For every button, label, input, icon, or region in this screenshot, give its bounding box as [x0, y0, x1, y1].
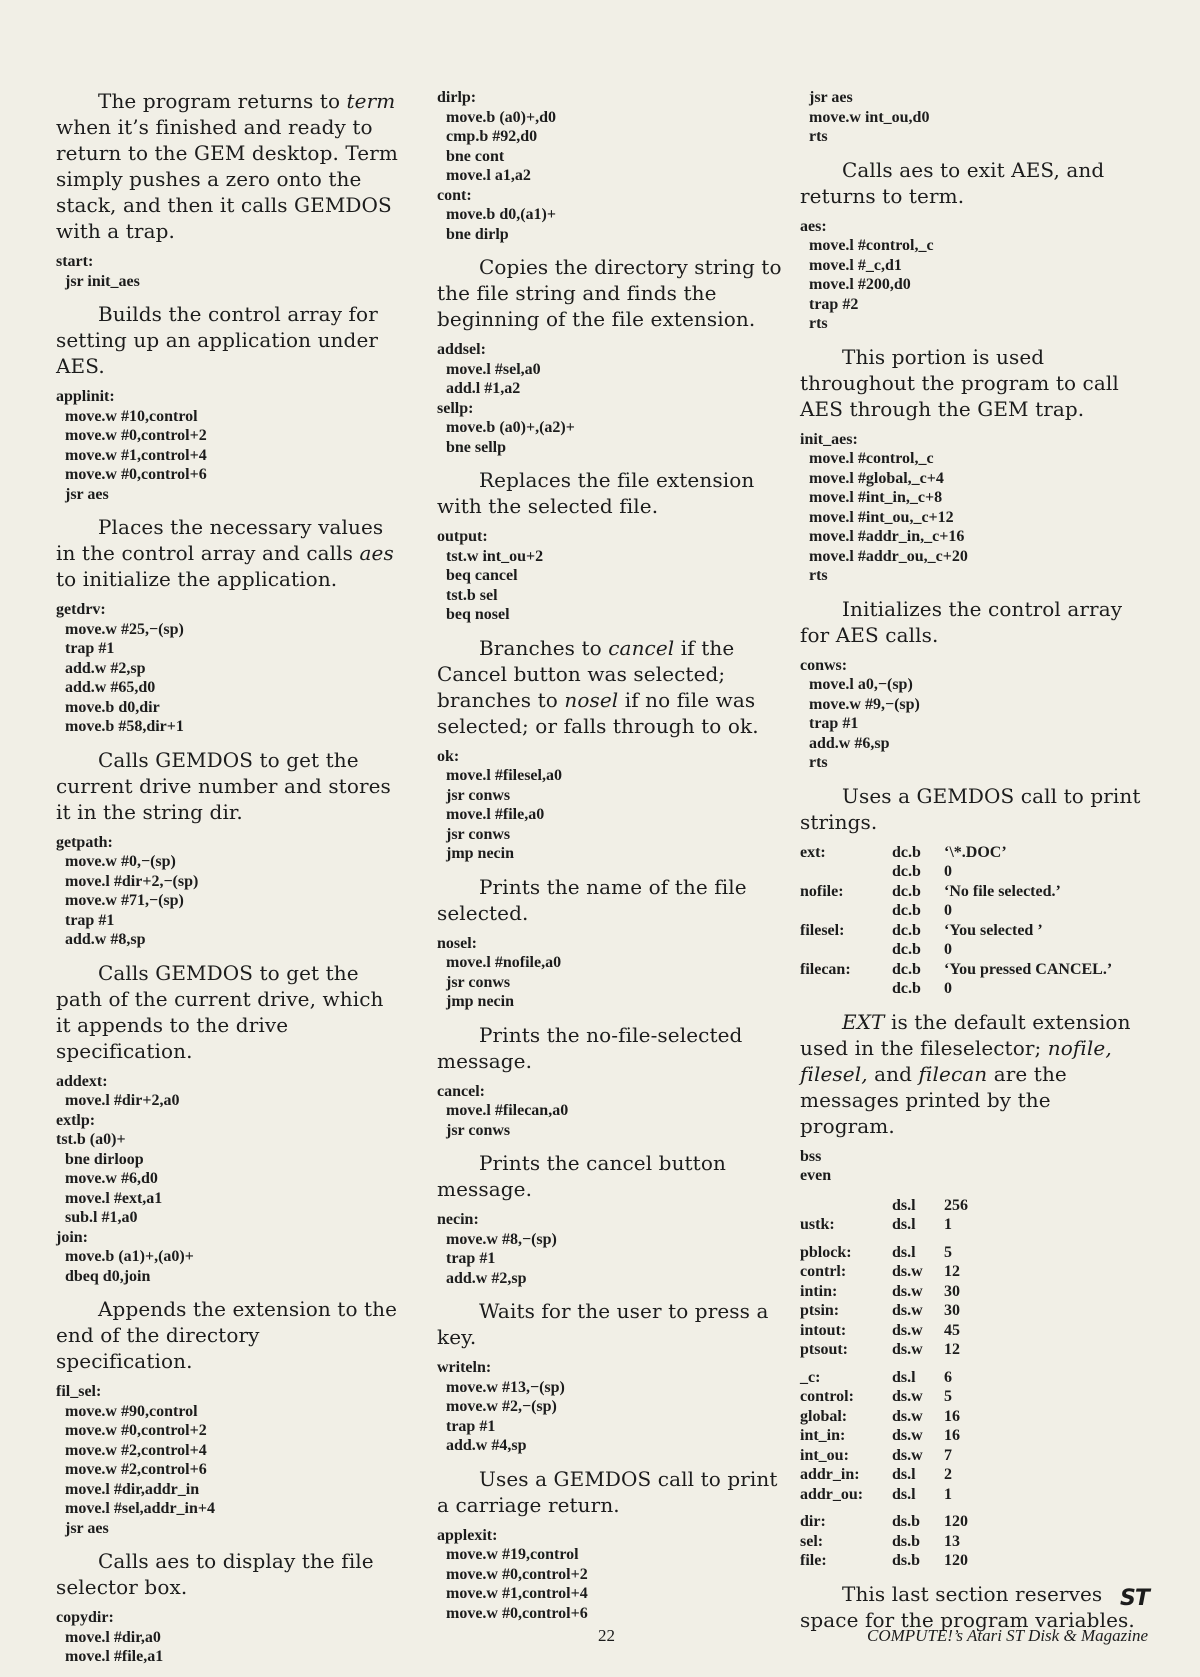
code-line: jsr init_aes: [65, 272, 140, 290]
table-row: [800, 1426, 968, 1446]
prose-paragraph: This portion is used throughout the program to call AES through the GEM trap.: [800, 344, 1119, 421]
declaration-directive: ds.b: [892, 1532, 921, 1550]
code-line: move.w #0,control+2: [65, 1422, 207, 1439]
code-line: jsr conws: [446, 973, 511, 991]
code-line: move.w #0,control+2: [446, 1565, 588, 1583]
prose-paragraph: Prints the cancel button message.: [437, 1151, 726, 1201]
column-left: [56, 88, 401, 1677]
code-line: trap #1: [446, 1250, 496, 1267]
prose-paragraph: Waits for the user to press a key.: [437, 1299, 769, 1349]
code-block: [56, 1072, 401, 1287]
column-right: [800, 88, 1145, 1641]
declaration-value: 5: [944, 1243, 952, 1261]
declaration-label: int_ou:: [800, 1446, 849, 1464]
declaration-value: 0: [944, 863, 952, 880]
code-line: bne sellp: [446, 438, 507, 456]
prose-paragraph: Calls GEMDOS to get the path of the current drive, which it appends to the drive specification.: [56, 960, 384, 1063]
table-row: [800, 1215, 968, 1235]
code-line: sub.l #1,a0: [65, 1209, 138, 1226]
table-row: [800, 1407, 968, 1427]
code-line: move.b (a0)+,d0: [446, 108, 556, 126]
code-line: add.w #8,sp: [65, 931, 146, 948]
code-label: necin:: [437, 1211, 479, 1228]
prose-paragraph: Calls aes to exit AES, and returns to term.: [800, 157, 1105, 208]
code-line: move.w #8,−(sp): [446, 1230, 557, 1248]
table-row: [800, 1387, 968, 1407]
declaration-directive: dc.b: [892, 980, 921, 997]
declaration-label: int_in:: [800, 1427, 846, 1444]
code-line: rts: [809, 128, 828, 145]
code-label: sellp:: [437, 399, 474, 417]
column-middle: [437, 88, 782, 1633]
table-row: [800, 1465, 968, 1485]
code-block: [56, 1382, 401, 1538]
code-line: move.l #control,_c: [809, 237, 934, 254]
code-block: [437, 88, 782, 244]
prose-paragraph: Prints the no-file-selected message.: [437, 1022, 743, 1073]
code-line: jsr aes: [809, 89, 853, 106]
declaration-value: ‘No file selected.’: [944, 882, 1061, 900]
table-row: [800, 960, 1112, 980]
code-line: trap #2: [809, 295, 859, 313]
code-line: move.l #_c,d1: [809, 256, 902, 274]
declaration-label: dir:: [800, 1513, 826, 1530]
table-row: [800, 843, 1112, 863]
code-line: tst.b sel: [446, 586, 498, 604]
code-line: move.l #filesel,a0: [446, 767, 562, 784]
data-declarations-table: [800, 843, 1112, 999]
code-line: move.w #0,control+6: [65, 466, 207, 483]
code-line: move.l #sel,a0: [446, 360, 541, 378]
declaration-value: 1: [944, 1216, 952, 1233]
code-label: getdrv:: [56, 601, 106, 618]
prose-paragraph: Calls GEMDOS to get the current drive number and stores it in the string dir.: [56, 747, 391, 824]
code-line: move.l #dir+2,a0: [65, 1092, 180, 1109]
code-label: writeln:: [437, 1359, 492, 1376]
code-line: move.w #71,−(sp): [65, 892, 184, 909]
code-line: trap #1: [65, 640, 115, 657]
code-line: move.b d0,(a1)+: [446, 206, 556, 223]
code-line: move.w #0,−(sp): [65, 853, 176, 870]
code-line: move.l a0,−(sp): [809, 676, 913, 693]
code-label: cont:: [437, 186, 472, 204]
table-row: [800, 1446, 968, 1466]
prose-paragraph: Builds the control array for setting up an application under AES.: [56, 302, 379, 378]
code-line: move.w int_ou,d0: [809, 108, 930, 126]
declaration-directive: ds.w: [892, 1427, 923, 1444]
code-line: trap #1: [65, 911, 115, 929]
code-line: cmp.b #92,d0: [446, 128, 538, 145]
code-label: tst.b (a0)+: [56, 1131, 126, 1148]
declaration-directive: ds.l: [892, 1368, 916, 1386]
declaration-label: contrl:: [800, 1263, 847, 1280]
prose-paragraph: This last section reserves space for the program variables.: [800, 1581, 1135, 1632]
code-line: move.l #200,d0: [809, 276, 911, 293]
declaration-directive: ds.w: [892, 1407, 923, 1425]
prose-paragraph: Appends the extension to the end of the directory specification.: [56, 1297, 398, 1373]
code-line: add.w #4,sp: [446, 1437, 527, 1454]
prose-paragraph: Replaces the file extension with the selected file.: [437, 468, 755, 518]
code-block: [437, 1526, 782, 1624]
code-line: bne cont: [446, 147, 505, 165]
declaration-value: ‘You selected ’: [944, 921, 1043, 939]
code-line: move.w #2,control+4: [65, 1441, 207, 1459]
declaration-value: 13: [944, 1532, 960, 1550]
declaration-value: 5: [944, 1388, 952, 1405]
prose-paragraph: Uses a GEMDOS call to print a carriage return.: [437, 1466, 778, 1517]
code-line: rts: [809, 315, 828, 332]
code-block: [437, 527, 782, 625]
declaration-label: ustk:: [800, 1216, 835, 1233]
code-line: move.w #9,−(sp): [809, 695, 920, 713]
code-line: move.w #10,control: [65, 407, 198, 425]
code-line: move.l #ext,a1: [65, 1189, 163, 1207]
code-block: [56, 387, 401, 504]
declaration-label: ptsout:: [800, 1341, 849, 1358]
code-line: move.w #2,control+6: [65, 1461, 207, 1478]
code-line: move.w #13,−(sp): [446, 1378, 565, 1396]
code-line: move.l #dir,a0: [65, 1628, 161, 1646]
declaration-value: ‘\*.DOC’: [944, 843, 1007, 861]
code-block: [56, 1608, 401, 1667]
code-line: add.w #65,d0: [65, 679, 156, 696]
st-end-mark: ST: [1120, 1586, 1149, 1611]
code-line: move.w #2,−(sp): [446, 1398, 557, 1415]
code-line: jmp necin: [446, 845, 514, 862]
code-block: [437, 1082, 782, 1141]
code-block: [437, 934, 782, 1012]
code-line: beq cancel: [446, 567, 518, 584]
code-label: start:: [56, 253, 94, 270]
table-row: [800, 1532, 968, 1552]
declaration-directive: ds.w: [892, 1302, 923, 1319]
table-row: [800, 1340, 968, 1360]
declaration-directive: ds.w: [892, 1321, 923, 1339]
table-row: [800, 1243, 968, 1263]
prose-paragraph: Calls aes to display the file selector box.: [56, 1549, 374, 1599]
code-line: bne dirloop: [65, 1150, 144, 1168]
code-label: applexit:: [437, 1526, 498, 1544]
code-line: move.w #6,d0: [65, 1170, 158, 1187]
code-label: addext:: [56, 1072, 108, 1090]
code-label: applinit:: [56, 388, 115, 405]
code-line: move.w #0,control+2: [65, 427, 207, 444]
code-line: move.l #sel,addr_in+4: [65, 1500, 216, 1517]
code-line: move.w #25,−(sp): [65, 620, 184, 638]
declaration-label: [800, 979, 892, 999]
code-label: copydir:: [56, 1609, 114, 1626]
declaration-label: filecan:: [800, 960, 851, 978]
code-line: move.b d0,dir: [65, 698, 160, 716]
declaration-label: pblock:: [800, 1243, 852, 1261]
code-label: fil_sel:: [56, 1383, 102, 1400]
declaration-directive: dc.b: [892, 882, 921, 900]
prose-paragraph: Prints the name of the file selected.: [437, 874, 747, 925]
declaration-label: global:: [800, 1407, 848, 1425]
code-label: even: [800, 1167, 832, 1184]
code-line: add.w #2,sp: [65, 659, 146, 677]
code-block: [800, 656, 1145, 773]
declaration-label: ptsin:: [800, 1302, 840, 1319]
code-line: jmp necin: [446, 993, 514, 1010]
code-line: move.l #dir,addr_in: [65, 1480, 200, 1498]
code-block: [800, 430, 1145, 586]
table-row: [800, 1196, 968, 1216]
code-line: move.b (a0)+,(a2)+: [446, 419, 575, 436]
prose-paragraph: Uses a GEMDOS call to print strings.: [800, 783, 1141, 834]
declaration-directive: ds.l: [892, 1216, 916, 1233]
declaration-value: 120: [944, 1552, 968, 1569]
declaration-directive: dc.b: [892, 941, 921, 958]
table-row: [800, 940, 1112, 960]
code-block: [800, 88, 1145, 147]
code-line: move.w #19,control: [446, 1546, 579, 1563]
code-line: rts: [809, 567, 828, 584]
code-label: conws:: [800, 656, 848, 674]
code-label: join:: [56, 1228, 88, 1246]
declaration-directive: ds.w: [892, 1446, 923, 1464]
declaration-value: 256: [944, 1196, 968, 1214]
declaration-value: 45: [944, 1321, 960, 1339]
declaration-value: 2: [944, 1466, 952, 1483]
prose-paragraph: Places the necessary values in the control array and calls aes to initialize the application.: [56, 515, 394, 591]
code-line: jsr aes: [65, 485, 109, 503]
code-block: [437, 1210, 782, 1288]
table-row: [800, 901, 1112, 921]
declaration-directive: ds.w: [892, 1388, 923, 1405]
table-row: [800, 1485, 968, 1505]
code-block: [800, 217, 1145, 334]
declaration-value: 16: [944, 1427, 960, 1444]
code-label: nosel:: [437, 934, 477, 952]
declaration-value: 120: [944, 1513, 968, 1530]
code-line: move.l a1,a2: [446, 167, 531, 184]
prose-paragraph: Initializes the control array for AES calls.: [800, 596, 1123, 647]
declaration-directive: ds.w: [892, 1282, 923, 1300]
data-declarations-table: [800, 1196, 968, 1571]
declaration-label: [800, 1196, 892, 1216]
declaration-directive: dc.b: [892, 902, 921, 919]
declaration-label: addr_ou:: [800, 1485, 864, 1503]
prose-paragraph: Branches to cancel if the Cancel button was selected; branches to nosel if no file was selected; or falls through to ok.: [437, 635, 759, 738]
declaration-directive: dc.b: [892, 863, 921, 880]
declaration-value: 12: [944, 1263, 960, 1280]
code-line: trap #1: [809, 715, 859, 732]
code-line: tst.w int_ou+2: [446, 547, 544, 565]
table-row: [800, 1321, 968, 1341]
table-row: [800, 979, 1112, 999]
table-row: [800, 921, 1112, 941]
declaration-value: 0: [944, 980, 952, 997]
code-block: [437, 1358, 782, 1456]
code-line: beq nosel: [446, 606, 510, 623]
prose-paragraph: EXT is the default extension used in the fileselector; nofile, filesel, and filecan are the messages printed by the program.: [800, 1009, 1131, 1138]
declaration-directive: ds.b: [892, 1552, 921, 1569]
publication-footer: COMPUTE!’s Atari ST Disk & Magazine: [867, 1626, 1148, 1645]
declaration-label: intout:: [800, 1321, 847, 1339]
table-row: [800, 1551, 968, 1571]
declaration-value: ‘You pressed CANCEL.’: [944, 960, 1113, 978]
code-line: move.w #1,control+4: [446, 1585, 588, 1602]
code-block: [56, 252, 401, 291]
code-label: init_aes:: [800, 430, 858, 448]
code-line: move.l #int_in,_c+8: [809, 489, 943, 506]
page-number: 22: [598, 1626, 615, 1645]
declaration-value: 0: [944, 902, 952, 919]
declaration-directive: ds.w: [892, 1341, 923, 1358]
code-line: move.b (a1)+,(a0)+: [65, 1248, 194, 1265]
code-line: trap #1: [446, 1417, 496, 1435]
declaration-label: ext:: [800, 843, 826, 861]
declaration-value: 12: [944, 1341, 960, 1358]
declaration-directive: ds.l: [892, 1466, 916, 1483]
code-line: dbeq d0,join: [65, 1267, 151, 1285]
code-label: ok:: [437, 747, 460, 765]
declaration-value: 7: [944, 1446, 952, 1464]
declaration-value: 30: [944, 1302, 960, 1319]
code-line: add.l #1,a2: [446, 380, 521, 397]
declaration-label: [800, 940, 892, 960]
declaration-label: filesel:: [800, 921, 845, 939]
table-row: [800, 862, 1112, 882]
code-label: addsel:: [437, 341, 486, 358]
code-block: [800, 1147, 1145, 1186]
declaration-directive: dc.b: [892, 843, 921, 861]
prose-paragraph: The program returns to term when it’s finished and ready to return to the GEM desktop. Term simply pushes a zero onto the stack, and then it calls GEMDOS with a trap.: [56, 89, 398, 243]
code-line: move.l #filecan,a0: [446, 1102, 569, 1119]
code-line: move.l #int_ou,_c+12: [809, 508, 954, 526]
declaration-label: [800, 901, 892, 921]
code-block: [56, 600, 401, 737]
table-row: [800, 882, 1112, 902]
code-line: rts: [809, 754, 828, 771]
code-label: extlp:: [56, 1111, 96, 1129]
code-line: move.l #nofile,a0: [446, 954, 562, 971]
code-line: move.l #file,a1: [65, 1648, 164, 1665]
declaration-directive: dc.b: [892, 921, 921, 939]
code-line: move.l #file,a0: [446, 806, 545, 823]
code-line: move.w #90,control: [65, 1402, 198, 1420]
declaration-directive: ds.l: [892, 1196, 916, 1214]
declaration-directive: ds.w: [892, 1263, 923, 1280]
code-line: jsr aes: [65, 1519, 109, 1537]
declaration-label: [800, 862, 892, 882]
code-line: add.w #6,sp: [809, 734, 890, 752]
table-row: [800, 1301, 968, 1321]
code-line: jsr conws: [446, 786, 511, 804]
code-label: bss: [800, 1147, 822, 1165]
code-line: move.w #0,control+6: [446, 1604, 588, 1622]
prose-paragraph: Copies the directory string to the file string and finds the beginning of the file extension.: [437, 255, 782, 331]
code-line: bne dirlp: [446, 225, 509, 243]
declaration-label: addr_in:: [800, 1466, 860, 1483]
declaration-directive: ds.l: [892, 1243, 916, 1261]
declaration-label: nofile:: [800, 882, 844, 900]
code-label: getpath:: [56, 833, 113, 851]
code-line: add.w #2,sp: [446, 1269, 527, 1287]
code-line: jsr conws: [446, 825, 511, 843]
declaration-value: 0: [944, 941, 952, 958]
code-line: jsr conws: [446, 1121, 511, 1139]
declaration-directive: ds.b: [892, 1513, 921, 1530]
code-line: move.w #1,control+4: [65, 446, 207, 464]
declaration-value: 6: [944, 1368, 952, 1386]
declaration-label: _c:: [800, 1368, 821, 1386]
declaration-value: 1: [944, 1485, 952, 1503]
declaration-directive: dc.b: [892, 960, 921, 978]
code-block: [437, 340, 782, 457]
declaration-label: intin:: [800, 1282, 838, 1300]
table-row: [800, 1512, 968, 1532]
declaration-label: control:: [800, 1388, 854, 1405]
code-label: output:: [437, 528, 488, 545]
table-row: [800, 1368, 968, 1388]
code-line: move.b #58,dir+1: [65, 718, 184, 735]
code-label: aes:: [800, 217, 827, 235]
code-line: move.l #control,_c: [809, 450, 934, 467]
code-block: [56, 833, 401, 950]
code-line: move.l #dir+2,−(sp): [65, 872, 199, 890]
declaration-label: file:: [800, 1552, 827, 1569]
table-row: [800, 1282, 968, 1302]
declaration-directive: ds.l: [892, 1485, 916, 1503]
code-line: move.l #addr_ou,_c+20: [809, 547, 968, 565]
code-label: cancel:: [437, 1082, 485, 1100]
code-line: move.l #global,_c+4: [809, 469, 944, 487]
table-row: [800, 1262, 968, 1282]
declaration-value: 16: [944, 1407, 960, 1425]
declaration-value: 30: [944, 1282, 960, 1300]
code-block: [437, 747, 782, 864]
declaration-label: sel:: [800, 1532, 824, 1550]
code-label: dirlp:: [437, 89, 477, 106]
code-line: move.l #addr_in,_c+16: [809, 528, 965, 545]
